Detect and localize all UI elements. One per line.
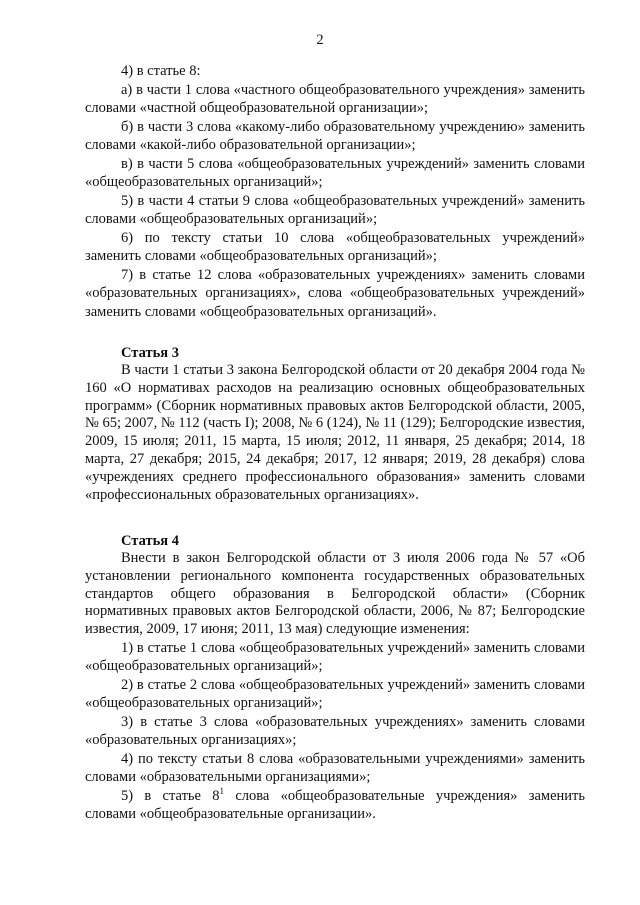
paragraph-item-6: 6) по тексту статьи 10 слова «общеобразовательных учреждений» заменить словами «общеобразовательных организаций»; bbox=[85, 229, 585, 264]
page-number: 2 bbox=[316, 32, 324, 48]
article4-item-5-start: 5) в статье 8 bbox=[121, 787, 220, 804]
article4-intro: Внести в закон Белгородской области от 3 июля 2006 года № 57 «Об установлении регионального компонента государственных образовательных стандартов общего образования в Белгородской области» (Сборник нормативных правовых актов Белгородской области, 2006, № 87; Белгородские известия, 2009, 17 июня; 2011, 13 мая) следующие изменения: bbox=[85, 550, 585, 638]
article4-item-4: 4) по тексту статьи 8 слова «образовательными учреждениями» заменить словами «образовательными организациями»; bbox=[85, 750, 585, 786]
article4-item-5-superscript: 1 bbox=[219, 786, 225, 797]
article4-item-5-end: слова «общеобразовательные учреждения» заменить словами «общеобразовательные организации». bbox=[85, 787, 585, 823]
paragraph-item-7: 7) в статье 12 слова «образовательных учреждениях» заменить словами «образовательных организациях», слова «общеобразовательных учреждений» заменить словами «общеобразовательных организаций». bbox=[85, 266, 585, 320]
article4-item-5 bbox=[85, 787, 585, 824]
article3-section bbox=[85, 344, 585, 504]
article4-section bbox=[85, 532, 585, 824]
article4-heading: Статья 4 bbox=[121, 533, 179, 549]
article3-paragraph: В части 1 статьи 3 закона Белгородской области от 20 декабря 2004 года № 160 «О нормативах расходов на реализацию основных общеобразовательных программ» (Сборник нормативных правовых актов Белгородской области, 2005, № 65; 2007, № 112 (часть I); 2008, № 6 (124), № 11 (129); Белгородские известия, 2009, 15 июля; 2011, 15 марта, 15 июля; 2012, 11 января, 25 декабря; 2014, 18 марта, 27 декабря; 2015, 24 декабря; 2017, 12 января; 2019, 28 декабря) слова «учреждениях среднего профессионального образования» заменить словами «профессиональных образовательных организациях». bbox=[85, 362, 585, 503]
paragraph-item-4a: а) в части 1 слова «частного общеобразовательного учреждения» заменить словами «частной общеобразовательной организации»; bbox=[85, 81, 585, 116]
article2-continuation bbox=[85, 62, 585, 321]
paragraph-item-4: 4) в статье 8: bbox=[121, 63, 201, 79]
article4-item-2: 2) в статье 2 слова «общеобразовательных учреждений» заменить словами «общеобразовательных организаций»; bbox=[85, 676, 585, 712]
article4-item-1: 1) в статье 1 слова «общеобразовательных учреждений» заменить словами «общеобразовательных организаций»; bbox=[85, 639, 585, 675]
paragraph-item-4b: б) в части 3 слова «какому-либо образовательному учреждению» заменить словами «какой-либо образовательной организации»; bbox=[85, 118, 585, 153]
paragraph-item-5: 5) в части 4 статьи 9 слова «общеобразовательных учреждений» заменить словами «общеобразовательных организаций»; bbox=[85, 192, 585, 227]
article4-item-3: 3) в статье 3 слова «образовательных учреждениях» заменить словами «образовательных организациях»; bbox=[85, 713, 585, 749]
paragraph-item-4c: в) в части 5 слова «общеобразовательных учреждений» заменить словами «общеобразовательных организаций»; bbox=[85, 155, 585, 190]
article3-heading: Статья 3 bbox=[121, 345, 179, 361]
